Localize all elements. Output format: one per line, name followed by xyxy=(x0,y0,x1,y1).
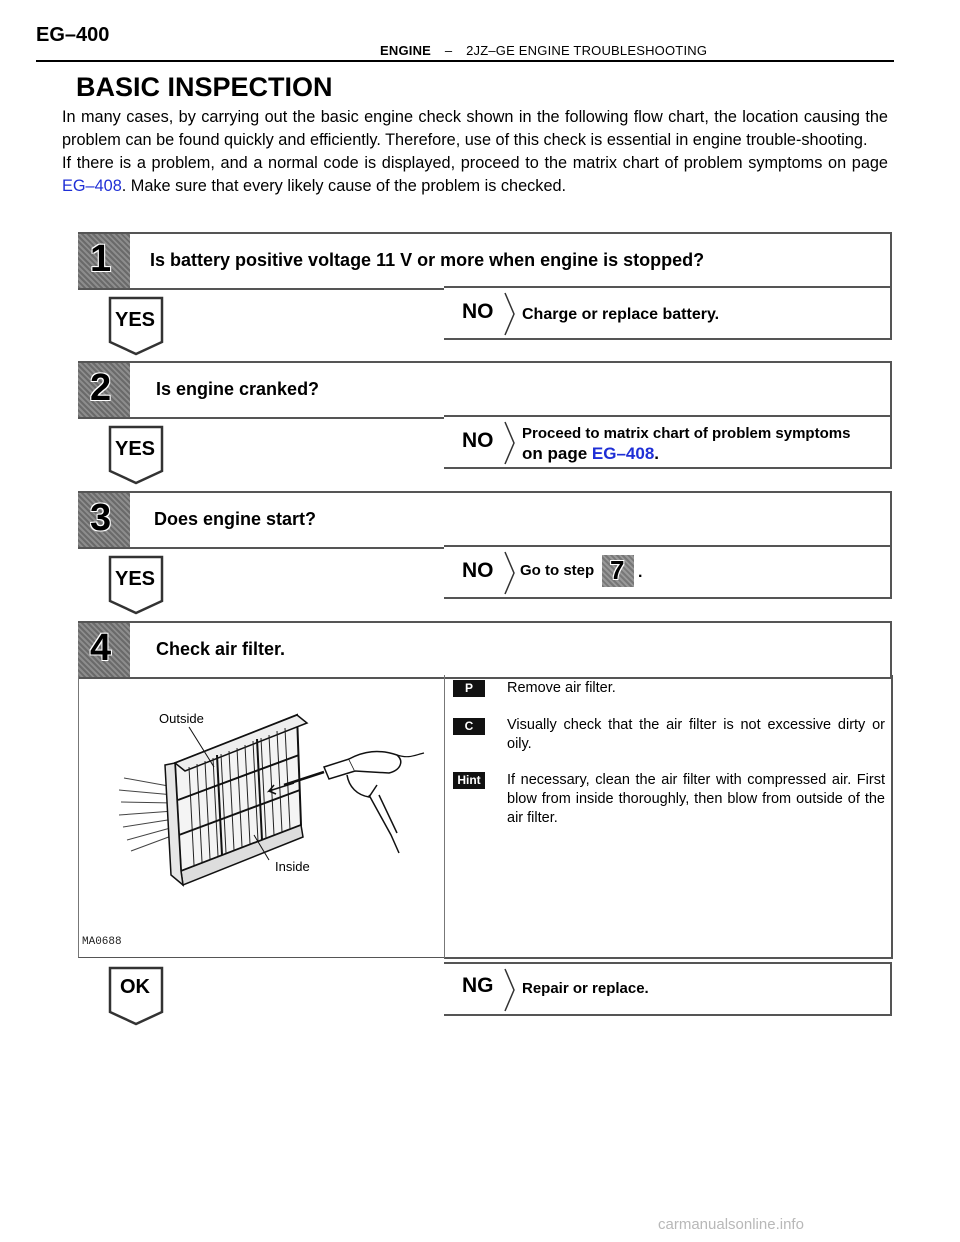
step-3-no-arrow-icon xyxy=(504,551,516,595)
section-name: ENGINE xyxy=(380,43,432,58)
watermark: carmanualsonline.info xyxy=(658,1216,804,1233)
tag-p: P xyxy=(453,680,485,697)
step-4-question: Check air filter. xyxy=(156,639,286,659)
step-4-ok-label: OK xyxy=(120,976,150,998)
step-4-ng-text: Repair or replace. xyxy=(522,980,649,997)
step-3-yes-shield xyxy=(108,555,164,611)
figure-code: MA0688 xyxy=(82,936,122,948)
step-2-yes-label: YES xyxy=(114,438,156,460)
procedure-panel xyxy=(444,675,893,959)
intro-p2-post: . Make sure that every likely cause of the problem is checked. xyxy=(121,177,567,195)
step-2-box xyxy=(78,361,892,419)
step-4-ng-label: NG xyxy=(462,974,494,997)
step-2-no-label: NO xyxy=(462,429,494,452)
label-outside: Outside xyxy=(159,711,204,726)
step-1-no-label: NO xyxy=(462,300,494,323)
air-filter-drawing xyxy=(79,675,445,957)
tag-hint: Hint xyxy=(453,772,485,789)
step-2-yes-shield xyxy=(108,425,164,481)
intro-p2-pre: If there is a problem, and a normal code is displayed, proceed to the matrix chart of problem symptoms on page xyxy=(62,154,888,172)
step-3-goto-badge[interactable] xyxy=(602,555,634,587)
page-link[interactable]: EG–408 xyxy=(62,177,122,195)
step-1-number-badge xyxy=(78,234,130,288)
tag-c: C xyxy=(453,718,485,735)
step-2-number-badge xyxy=(78,363,130,417)
step-1-question: Is battery positive voltage 11 V or more when engine is stopped? xyxy=(150,250,705,270)
step-1-box xyxy=(78,232,892,290)
step-2-no-text-post: . xyxy=(654,444,660,463)
step-3-number: 3 xyxy=(90,497,112,539)
step-2-page-link[interactable]: EG–408 xyxy=(591,444,655,463)
step-3-goto-text: Go to step xyxy=(520,562,595,579)
step-1-no-arrow-icon xyxy=(504,292,516,336)
step-4-ok-shield xyxy=(108,966,164,1022)
intro-paragraph-2 xyxy=(62,152,888,198)
running-header xyxy=(380,43,707,58)
step-4-number-badge xyxy=(78,623,130,677)
label-inside: Inside xyxy=(275,859,310,874)
step-3-no-box xyxy=(444,545,892,599)
step-3-goto-number: 7 xyxy=(610,555,625,585)
page-title: BASIC INSPECTION xyxy=(76,72,333,102)
step-1-number: 1 xyxy=(90,238,112,280)
step-2-no-text-line1: Proceed to matrix chart of problem symptoms xyxy=(522,425,851,442)
step-3-yes-label: YES xyxy=(114,568,156,590)
step-2-number: 2 xyxy=(90,367,112,409)
step-1-no-text: Charge or replace battery. xyxy=(522,306,720,323)
step-4-box xyxy=(78,621,892,679)
step-3-number-badge xyxy=(78,493,130,547)
step-1-yes-label: YES xyxy=(114,309,156,331)
intro-paragraph-1: In many cases, by carrying out the basic engine check shown in the following flow chart, the location causing the problem can be found quickly and efficiently. Therefore, use of this check is essential in engine trouble-shooting. xyxy=(62,108,888,149)
step-3-question: Does engine start? xyxy=(154,509,317,529)
intro-text xyxy=(62,106,888,198)
step-4-ng-arrow-icon xyxy=(504,968,516,1012)
air-filter-illustration xyxy=(78,675,445,958)
header-dash: – xyxy=(444,43,453,58)
step-1-no-box xyxy=(444,286,892,340)
procedure-c-text: Visually check that the air filter is not excessive dirty or oily. xyxy=(507,717,885,752)
step-2-no-text-pre: on page xyxy=(522,444,592,463)
header-rule xyxy=(36,60,894,62)
step-2-no-box xyxy=(444,415,892,469)
page-number: EG–400 xyxy=(36,24,110,46)
procedure-p-text: Remove air filter. xyxy=(507,680,616,696)
step-2-question: Is engine cranked? xyxy=(156,379,320,399)
step-3-no-label: NO xyxy=(462,559,494,582)
step-3-box xyxy=(78,491,892,549)
step-2-no-text-line2 xyxy=(522,444,659,464)
step-4-number: 4 xyxy=(90,627,112,669)
step-2-no-arrow-icon xyxy=(504,421,516,465)
subsection-name: 2JZ–GE ENGINE TROUBLESHOOTING xyxy=(466,43,708,58)
step-3-goto-tail: . xyxy=(638,564,643,581)
procedure-hint-text: If necessary, clean the air filter with compressed air. First blow from inside thoroughly, then blow from outside of the air filter. xyxy=(507,772,885,826)
step-4-ng-box xyxy=(444,962,892,1016)
step-1-yes-shield xyxy=(108,296,164,352)
